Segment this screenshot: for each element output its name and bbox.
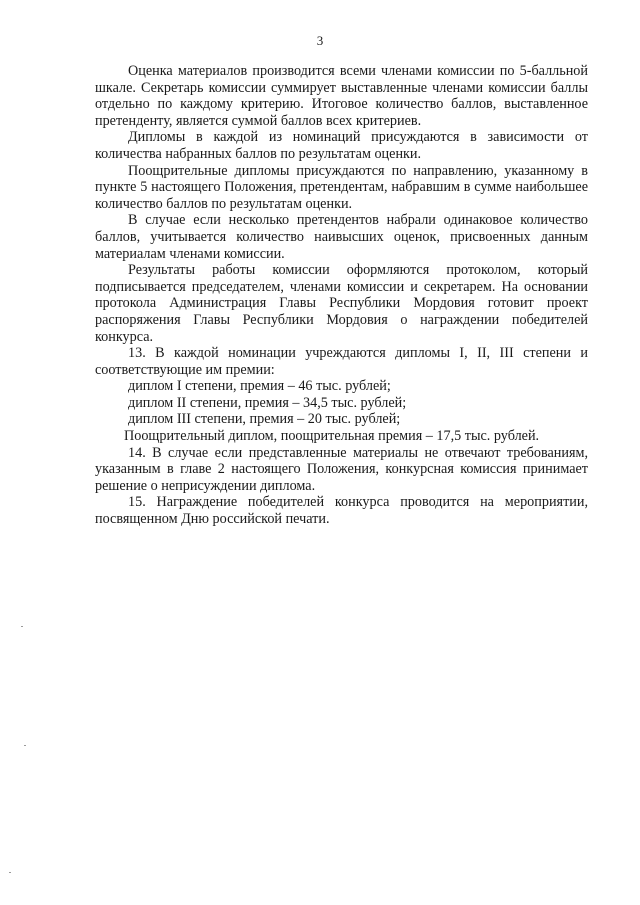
paragraph-protocol: Результаты работы комиссии оформляются протоколом, который подписывается председателем, членами комиссии и секретарем. На основании протокола Администрация Главы Республики Мордовия готовит проект распоряжения Главы Республики Мордовия о награждении победителей конкурса. xyxy=(95,262,588,345)
award-item-degree-2: диплом II степени, премия – 34,5 тыс. рублей; xyxy=(128,394,407,411)
document-body xyxy=(95,63,588,528)
paragraph-13-diploma-degrees: 13. В каждой номинации учреждаются дипломы I, II, III степени и соответствующие им премии: xyxy=(95,345,588,378)
award-item-encouragement: Поощрительный диплом, поощрительная премия – 17,5 тыс. рублей. xyxy=(124,428,540,445)
paragraph-diplomas-awarded: Дипломы в каждой из номинаций присуждаются в зависимости от количества набранных баллов по результатам оценки. xyxy=(95,129,588,162)
scan-speck xyxy=(9,872,11,873)
paragraph-15-ceremony: 15. Награждение победителей конкурса проводится на мероприятии, посвященном Дню российской печати. xyxy=(95,494,588,528)
paragraph-tie-break: В случае если несколько претендентов набрали одинаковое количество баллов, учитывается количество наивысших оценок, присвоенных данным материалам членами комиссии. xyxy=(95,212,588,262)
scan-speck xyxy=(24,745,26,746)
scan-speck xyxy=(21,626,23,627)
paragraph-evaluation: Оценка материалов производится всеми членами комиссии по 5-балльной шкале. Секретарь комиссии суммирует выставленные членами комиссии баллы отдельно по каждому критерию. Итоговое количество баллов, выставленное претенденту, является суммой баллов всех критериев. xyxy=(95,63,588,129)
page-number: 3 xyxy=(316,33,324,48)
award-item-degree-3: диплом III степени, премия – 20 тыс. рублей; xyxy=(128,411,401,428)
paragraph-encouragement-diplomas: Поощрительные дипломы присуждаются по направлению, указанному в пункте 5 настоящего Положения, претендентам, набравшим в сумме наибольшее количество баллов по результатам оценки. xyxy=(95,162,588,212)
paragraph-14-rejection: 14. В случае если представленные материалы не отвечают требованиям, указанным в главе 2 настоящего Положения, конкурсная комиссия принимает решение о неприсуждении диплома. xyxy=(95,444,588,494)
award-item-degree-1: диплом I степени, премия – 46 тыс. рублей; xyxy=(128,378,391,395)
